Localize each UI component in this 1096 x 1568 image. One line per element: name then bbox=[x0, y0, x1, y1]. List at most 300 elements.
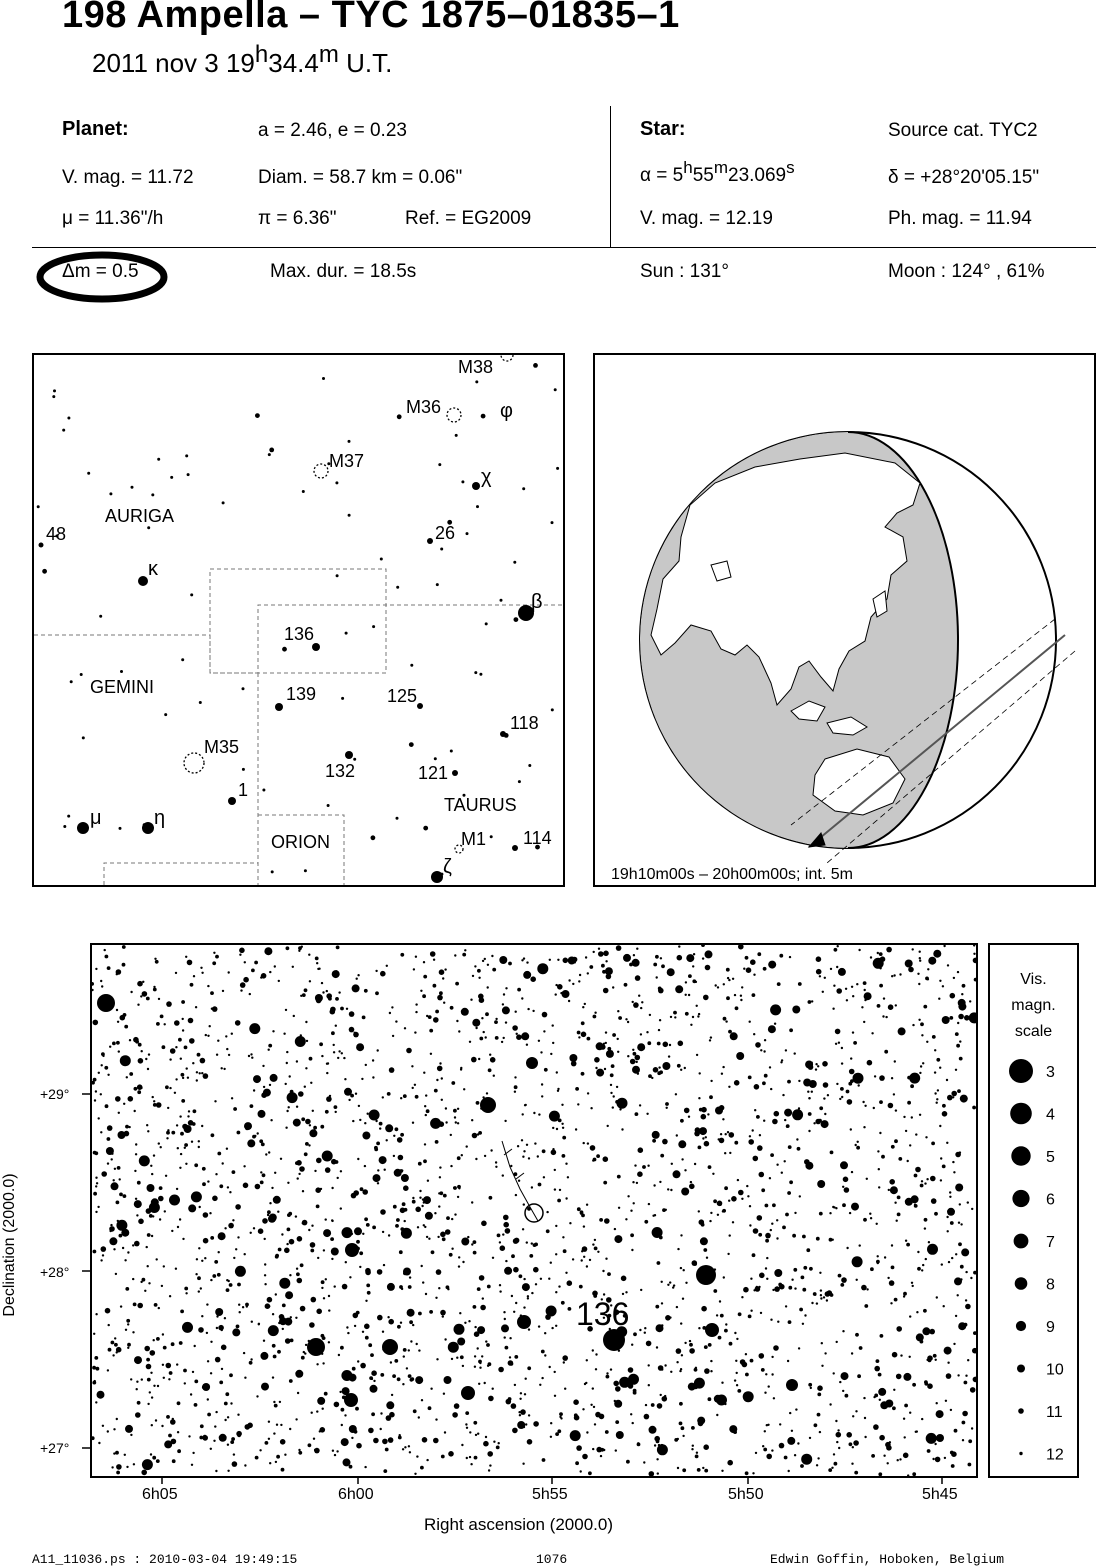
field-star bbox=[562, 1236, 564, 1238]
field-star bbox=[953, 1343, 955, 1345]
field-star bbox=[960, 1223, 962, 1225]
field-star bbox=[309, 1057, 313, 1061]
bright-star bbox=[696, 1265, 716, 1285]
field-star bbox=[293, 1015, 295, 1017]
field-star bbox=[738, 945, 744, 950]
field-star bbox=[787, 1437, 795, 1445]
field-star bbox=[757, 952, 761, 956]
legend-dot bbox=[1011, 1146, 1030, 1165]
field-star bbox=[906, 1243, 910, 1247]
field-star bbox=[584, 1003, 586, 1005]
field-star bbox=[238, 1304, 240, 1306]
field-star bbox=[175, 1078, 177, 1080]
field-star bbox=[792, 1006, 800, 1014]
field-star bbox=[583, 1142, 585, 1144]
field-star bbox=[113, 1179, 115, 1181]
field-star bbox=[717, 986, 719, 988]
globe-svg bbox=[595, 355, 1094, 885]
field-star bbox=[169, 1371, 173, 1375]
field-star bbox=[169, 1087, 171, 1089]
field-star bbox=[879, 1399, 881, 1401]
field-star bbox=[389, 1067, 395, 1073]
field-star bbox=[684, 1342, 686, 1344]
finder-star bbox=[474, 671, 477, 674]
field-star bbox=[639, 1329, 641, 1331]
field-star bbox=[916, 1311, 918, 1313]
field-star bbox=[782, 1094, 784, 1096]
field-star bbox=[105, 1104, 109, 1108]
field-star bbox=[286, 1243, 288, 1245]
field-star bbox=[107, 966, 111, 970]
field-star bbox=[635, 1112, 639, 1116]
field-star bbox=[589, 965, 593, 969]
field-star bbox=[879, 1075, 885, 1081]
field-star bbox=[745, 1373, 749, 1377]
field-star bbox=[317, 1397, 325, 1405]
field-star bbox=[386, 965, 388, 967]
star-ra: $\alpha = 5^h55^m23.069^s$ bbox=[640, 158, 795, 186]
finder-star bbox=[348, 514, 351, 517]
field-star bbox=[839, 1381, 841, 1383]
field-star bbox=[177, 1431, 179, 1433]
field-star bbox=[648, 1203, 650, 1205]
field-star bbox=[216, 1054, 218, 1056]
field-star bbox=[729, 1234, 731, 1236]
field-star bbox=[607, 1125, 609, 1127]
field-star bbox=[228, 971, 230, 973]
field-star bbox=[498, 1367, 504, 1373]
field-star bbox=[210, 1279, 212, 1281]
field-star bbox=[848, 1082, 852, 1086]
field-star bbox=[965, 1271, 967, 1273]
field-star bbox=[271, 1187, 273, 1189]
field-star bbox=[474, 1326, 476, 1328]
field-star bbox=[414, 1031, 416, 1033]
field-star bbox=[171, 1342, 175, 1346]
field-star bbox=[519, 1398, 521, 1400]
field-star bbox=[734, 1141, 738, 1145]
field-star bbox=[415, 1003, 417, 1005]
finder-star bbox=[185, 454, 188, 457]
field-star bbox=[731, 1196, 737, 1202]
field-star bbox=[215, 1357, 221, 1363]
field-star bbox=[164, 1440, 172, 1448]
field-star bbox=[296, 1106, 298, 1108]
field-star bbox=[794, 1052, 796, 1054]
field-star bbox=[741, 1198, 743, 1200]
field-star bbox=[725, 1020, 727, 1022]
field-star bbox=[97, 1391, 105, 1399]
field-star bbox=[365, 1300, 367, 1302]
field-star bbox=[837, 1429, 839, 1431]
field-star bbox=[527, 1008, 529, 1010]
field-star bbox=[729, 1152, 731, 1154]
field-star bbox=[877, 952, 879, 954]
field-star bbox=[863, 1218, 867, 1222]
field-star bbox=[137, 1090, 141, 1094]
field-star bbox=[864, 1417, 866, 1419]
field-star bbox=[395, 1127, 399, 1131]
field-star bbox=[239, 948, 245, 954]
field-star bbox=[874, 1366, 880, 1372]
field-star bbox=[819, 1212, 823, 1216]
field-star bbox=[770, 1088, 772, 1090]
field-star bbox=[759, 1353, 765, 1359]
field-star bbox=[681, 1426, 685, 1430]
finder-star bbox=[199, 701, 202, 704]
field-star bbox=[806, 1248, 810, 1252]
field-star bbox=[134, 1170, 136, 1172]
field-star bbox=[338, 991, 340, 993]
globe-caption: 19h10m00s – 20h00m00s; int. 5m bbox=[611, 866, 853, 883]
field-star bbox=[312, 1110, 314, 1112]
finder-star bbox=[513, 561, 516, 564]
field-star bbox=[360, 1363, 366, 1369]
field-star bbox=[719, 1138, 725, 1144]
field-star bbox=[801, 1276, 805, 1280]
field-star bbox=[382, 1439, 388, 1445]
field-star bbox=[163, 1265, 165, 1267]
field-star bbox=[504, 1336, 506, 1338]
field-star bbox=[640, 1289, 642, 1291]
field-star bbox=[799, 1308, 803, 1312]
field-star bbox=[179, 1167, 181, 1169]
planet-heading: Planet: bbox=[62, 118, 129, 140]
field-star bbox=[649, 1014, 651, 1016]
field-star bbox=[590, 1107, 592, 1109]
field-star bbox=[461, 1008, 469, 1016]
field-star bbox=[341, 1370, 352, 1381]
field-star bbox=[614, 1235, 622, 1243]
field-star bbox=[255, 1456, 259, 1460]
field-star bbox=[618, 1016, 622, 1020]
field-star bbox=[809, 1437, 811, 1439]
field-star bbox=[682, 1298, 684, 1300]
field-star bbox=[636, 948, 638, 950]
field-star bbox=[903, 1295, 905, 1297]
finder-star bbox=[440, 548, 443, 551]
field-star bbox=[134, 1200, 142, 1208]
field-star bbox=[564, 1388, 566, 1390]
field-star bbox=[382, 1231, 384, 1233]
field-star bbox=[764, 1392, 766, 1394]
field-star bbox=[930, 1176, 936, 1182]
field-star bbox=[856, 1146, 860, 1150]
field-star bbox=[393, 1155, 395, 1157]
field-star bbox=[621, 1276, 627, 1282]
dec-axis-label: Declination (2000.0) bbox=[1, 1173, 18, 1317]
field-star bbox=[644, 1332, 646, 1334]
field-star bbox=[164, 1210, 166, 1212]
field-star bbox=[656, 976, 658, 978]
field-star bbox=[322, 1408, 324, 1410]
field-star bbox=[503, 1311, 505, 1313]
field-star bbox=[919, 1072, 921, 1074]
field-star bbox=[587, 1142, 589, 1144]
field-star bbox=[778, 1283, 782, 1287]
field-star bbox=[830, 968, 832, 970]
field-star bbox=[736, 1052, 744, 1060]
field-star bbox=[137, 1084, 143, 1090]
field-star bbox=[284, 1248, 290, 1254]
field-star bbox=[351, 1233, 353, 1235]
field-star bbox=[338, 1050, 340, 1052]
field-star bbox=[425, 1293, 427, 1295]
field-star bbox=[774, 1111, 780, 1117]
field-star bbox=[499, 956, 507, 964]
field-star bbox=[302, 1222, 304, 1224]
field-star bbox=[834, 948, 838, 952]
field-star bbox=[879, 1100, 883, 1104]
field-star bbox=[400, 1097, 402, 1099]
field-star bbox=[957, 1294, 959, 1296]
field-star bbox=[866, 1288, 868, 1290]
field-star bbox=[478, 977, 480, 979]
star-heading: Star: bbox=[640, 118, 686, 140]
field-star bbox=[885, 1016, 887, 1018]
field-star bbox=[856, 983, 858, 985]
field-star bbox=[455, 982, 459, 986]
field-star bbox=[876, 1223, 878, 1225]
field-star bbox=[280, 1424, 282, 1426]
finder-star bbox=[67, 815, 70, 818]
field-star bbox=[965, 1299, 967, 1301]
field-star bbox=[924, 1218, 928, 1222]
field-star bbox=[732, 1221, 734, 1223]
field-star bbox=[369, 1110, 380, 1121]
field-star bbox=[577, 1207, 581, 1211]
field-star bbox=[851, 1352, 853, 1354]
field-star bbox=[514, 1085, 518, 1089]
field-star bbox=[416, 1455, 418, 1457]
field-star bbox=[593, 1406, 595, 1408]
field-star bbox=[190, 983, 194, 987]
field-star bbox=[698, 1421, 704, 1427]
field-star bbox=[933, 1354, 937, 1358]
finder-star bbox=[255, 413, 260, 418]
field-star bbox=[690, 1024, 692, 1026]
field-star bbox=[667, 968, 675, 976]
field-star bbox=[821, 1365, 823, 1367]
field-star bbox=[226, 1148, 228, 1150]
field-star bbox=[162, 1364, 164, 1366]
field-star bbox=[502, 1003, 504, 1005]
field-star bbox=[202, 1383, 210, 1391]
field-star bbox=[351, 1193, 357, 1199]
field-star bbox=[936, 1102, 938, 1104]
finder-star bbox=[436, 583, 439, 586]
field-star bbox=[947, 1230, 949, 1232]
field-star bbox=[528, 1328, 530, 1330]
field-star bbox=[473, 1421, 477, 1425]
field-star bbox=[709, 1220, 711, 1222]
field-star bbox=[632, 1066, 640, 1074]
field-star bbox=[155, 1419, 157, 1421]
field-star bbox=[867, 1060, 873, 1066]
field-star bbox=[562, 1154, 566, 1158]
field-star bbox=[258, 1228, 264, 1234]
field-star bbox=[936, 1296, 938, 1298]
field-star bbox=[971, 1208, 973, 1210]
field-star bbox=[304, 1086, 306, 1088]
field-star bbox=[101, 985, 103, 987]
field-star bbox=[597, 1251, 599, 1253]
field-star bbox=[153, 1385, 155, 1387]
field-star bbox=[423, 1201, 425, 1203]
star-vmag: V. mag. = 12.19 bbox=[640, 208, 773, 229]
field-star bbox=[466, 1145, 468, 1147]
field-star bbox=[667, 1284, 669, 1286]
field-star bbox=[891, 1145, 895, 1149]
field-star bbox=[185, 956, 187, 958]
field-star bbox=[415, 1207, 421, 1213]
field-star bbox=[857, 1374, 861, 1378]
field-star bbox=[132, 1244, 134, 1246]
field-star bbox=[713, 1289, 717, 1293]
field-star bbox=[408, 1374, 412, 1378]
field-star bbox=[936, 1434, 944, 1442]
field-star bbox=[938, 998, 940, 1000]
field-star bbox=[505, 1021, 507, 1023]
field-star bbox=[889, 1280, 895, 1286]
field-star bbox=[953, 1171, 955, 1173]
field-star bbox=[244, 1253, 246, 1255]
field-star bbox=[295, 1036, 306, 1047]
field-star bbox=[747, 1195, 749, 1197]
field-star bbox=[714, 1395, 722, 1403]
field-star bbox=[965, 1304, 971, 1310]
field-star bbox=[412, 1122, 414, 1124]
field-star bbox=[207, 1360, 209, 1362]
field-star bbox=[263, 1086, 265, 1088]
field-star bbox=[725, 1323, 727, 1325]
field-star bbox=[138, 1058, 144, 1064]
field-star bbox=[733, 1430, 737, 1434]
field-star bbox=[914, 1174, 918, 1178]
bright-star bbox=[526, 1057, 538, 1069]
field-star bbox=[423, 975, 427, 979]
field-star bbox=[330, 1237, 334, 1241]
field-star bbox=[595, 1067, 597, 1069]
field-star bbox=[831, 1467, 833, 1469]
field-star bbox=[459, 1312, 461, 1314]
field-star bbox=[844, 1187, 850, 1193]
field-star bbox=[541, 1083, 543, 1085]
field-star bbox=[697, 1015, 699, 1017]
field-star bbox=[249, 1361, 253, 1365]
field-star bbox=[728, 979, 730, 981]
finder-star bbox=[396, 586, 399, 589]
field-star bbox=[305, 1344, 307, 1346]
field-star bbox=[108, 1348, 112, 1352]
field-star bbox=[669, 1044, 671, 1046]
field-star bbox=[908, 1101, 910, 1103]
field-star bbox=[111, 1158, 113, 1160]
field-star bbox=[305, 1021, 307, 1023]
field-star bbox=[261, 1092, 267, 1098]
field-star bbox=[386, 1401, 394, 1409]
field-star bbox=[197, 1276, 201, 1280]
field-star bbox=[279, 1278, 290, 1289]
field-star bbox=[287, 1228, 291, 1232]
field-star bbox=[305, 1142, 309, 1146]
field-star bbox=[919, 951, 921, 953]
field-star bbox=[905, 960, 913, 968]
dec-tick-29: +29° bbox=[40, 1086, 70, 1102]
field-star bbox=[819, 1106, 823, 1110]
field-star bbox=[93, 1151, 97, 1155]
field-star bbox=[908, 967, 914, 973]
field-star bbox=[936, 1402, 938, 1404]
field-star bbox=[439, 1121, 445, 1127]
field-star bbox=[696, 1005, 698, 1007]
field-star bbox=[210, 1341, 212, 1343]
field-star bbox=[538, 1040, 540, 1042]
field-star bbox=[528, 1157, 530, 1159]
field-star bbox=[569, 1054, 577, 1062]
field-star bbox=[871, 1454, 875, 1458]
field-star bbox=[655, 1305, 659, 1309]
field-star bbox=[96, 1367, 100, 1371]
field-star bbox=[451, 1218, 453, 1220]
field-star bbox=[926, 1041, 928, 1043]
label-taurus: TAURUS bbox=[444, 795, 517, 815]
field-star bbox=[701, 1114, 707, 1120]
field-star bbox=[479, 1367, 481, 1369]
field-star bbox=[457, 1338, 465, 1346]
field-star bbox=[946, 1373, 952, 1379]
field-star bbox=[763, 1448, 767, 1452]
field-star bbox=[853, 1073, 864, 1084]
field-star bbox=[678, 945, 680, 947]
field-star bbox=[339, 1391, 341, 1393]
field-star bbox=[689, 1184, 695, 1190]
field-star bbox=[436, 1269, 442, 1275]
field-star bbox=[606, 974, 612, 980]
field-star bbox=[127, 1323, 129, 1325]
field-star bbox=[715, 1107, 723, 1115]
field-star bbox=[191, 1464, 193, 1466]
field-star bbox=[734, 1379, 736, 1381]
field-star bbox=[794, 1287, 796, 1289]
field-star bbox=[928, 1241, 930, 1243]
field-star bbox=[342, 1284, 348, 1290]
field-star bbox=[95, 1177, 97, 1179]
field-star bbox=[197, 1053, 201, 1057]
star-chi bbox=[472, 482, 480, 490]
field-star bbox=[956, 1044, 960, 1048]
page-title: 198 Ampella – TYC 1875–01835–1 bbox=[62, 0, 680, 36]
field-star bbox=[888, 1004, 894, 1010]
field-star bbox=[178, 1038, 182, 1042]
field-star bbox=[541, 1350, 545, 1354]
field-star bbox=[737, 1179, 739, 1181]
field-star bbox=[474, 1355, 476, 1357]
field-star bbox=[104, 949, 106, 951]
field-star bbox=[761, 1368, 765, 1372]
field-star bbox=[960, 1095, 968, 1103]
field-star bbox=[454, 1324, 465, 1335]
field-star bbox=[709, 1039, 711, 1041]
field-star bbox=[166, 1001, 172, 1007]
field-star bbox=[859, 1346, 863, 1350]
field-star bbox=[863, 1126, 865, 1128]
field-star bbox=[373, 1380, 375, 1382]
field-star bbox=[645, 1404, 647, 1406]
field-star bbox=[955, 1032, 959, 1036]
field-star bbox=[487, 964, 489, 966]
field-star bbox=[477, 1433, 479, 1435]
